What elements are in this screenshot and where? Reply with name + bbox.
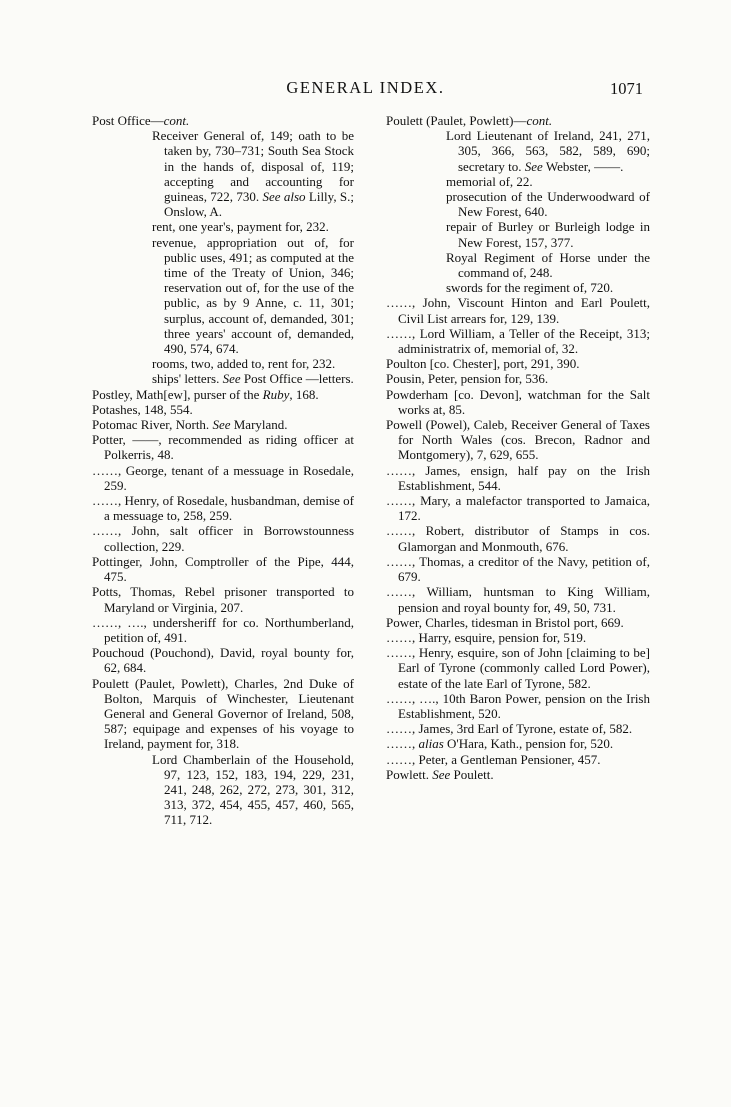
- index-entry: Powlett. See Poulett.: [386, 766, 494, 782]
- index-entry: Powderham [co. Devon], watchman for the Salt works at, 85.: [386, 386, 650, 417]
- index-entry: ……, James, 3rd Earl of Tyrone, estate of, 582.: [386, 721, 633, 737]
- index-entry: ……, Henry, esquire, son of John [claiming to be] Earl of Tyrone (commonly called Lord Power), estate of the late Earl of Tyrone, 582.: [386, 645, 650, 691]
- index-entry: Potomac River, North. See Maryland.: [92, 417, 288, 433]
- index-entry: Post Office—cont.: [92, 113, 190, 128]
- index-entry: ……, Lord William, a Teller of the Receipt, 313; administratrix of, memorial of, 32.: [386, 325, 650, 357]
- index-entry: ……, Thomas, a creditor of the Navy, petition of, 679.: [386, 553, 650, 585]
- index-subentry: Receiver General of, 149; oath to be taken by, 730–731; South Sea Stock in the hands of, disposal of, 119; accepting and accounting for guineas, 722, 730. See also Lilly, S.; Onslow, A.: [152, 128, 354, 220]
- page-number: 1071: [610, 79, 643, 98]
- index-entry: ……, …., undersheriff for co. Northumberland, petition of, 491.: [92, 614, 354, 645]
- index-subentry: ships' letters. See Post Office —letters.: [152, 371, 354, 387]
- index-entry: Poulton [co. Chester], port, 291, 390.: [386, 356, 580, 372]
- index-entry: Postley, Math[ew], purser of the Ruby, 168.: [92, 386, 319, 402]
- index-subentry: rooms, two, added to, rent for, 232.: [152, 356, 336, 372]
- index-entry: Poulett (Paulet, Powlett)—cont.: [386, 113, 553, 128]
- index-entry: Potts, Thomas, Rebel prisoner transported to Maryland or Virginia, 207.: [92, 584, 354, 615]
- index-entry: Pottinger, John, Comptroller of the Pipe, 444, 475.: [92, 553, 354, 585]
- index-subentry: swords for the regiment of, 720.: [446, 280, 614, 296]
- index-entry: ……, Robert, distributor of Stamps in cos. Glamorgan and Monmouth, 676.: [386, 523, 650, 554]
- index-entry: ……, William, huntsman to King William, pension and royal bounty for, 49, 50, 731.: [386, 584, 650, 615]
- index-entry: ……, John, Viscount Hinton and Earl Poulett, Civil List arrears for, 129, 139.: [386, 295, 650, 326]
- index-entry: Pousin, Peter, pension for, 536.: [386, 371, 549, 387]
- index-entry: ……, alias O'Hara, Kath., pension for, 520.: [386, 736, 614, 752]
- index-subentry: Royal Regiment of Horse under the command of, 248.: [446, 249, 650, 281]
- page-header: [0, 78, 731, 108]
- index-column-left: [92, 113, 354, 828]
- index-entry: ……, Peter, a Gentleman Pensioner, 457.: [386, 751, 601, 767]
- index-entry: Powell (Powel), Caleb, Receiver General of Taxes for North Wales (cos. Brecon, Radnor and Montgomery), 7, 629, 655.: [386, 417, 650, 463]
- index-subentry: repair of Burley or Burleigh lodge in New Forest, 157, 377.: [446, 219, 650, 250]
- index-subentry: prosecution of the Underwoodward of New Forest, 640.: [446, 189, 650, 220]
- index-entry: ……, James, ensign, half pay on the Irish Establishment, 544.: [386, 462, 650, 493]
- index-subentry: Lord Lieutenant of Ireland, 241, 271, 305, 366, 563, 582, 589, 690; secretary to. See Webster, ——.: [446, 128, 650, 174]
- index-entry: ……, George, tenant of a messuage in Rosedale, 259.: [92, 462, 354, 493]
- index-entry: Potter, ——, recommended as riding officer at Polkerris, 48.: [92, 432, 354, 463]
- index-subentry: memorial of, 22.: [446, 173, 533, 189]
- index-entry: ……, John, salt officer in Borrowstounness collection, 229.: [92, 523, 354, 554]
- index-entry: Poulett (Paulet, Powlett), Charles, 2nd Duke of Bolton, Marquis of Winchester, Lieutenant General and General Governor of Ireland, 508, 587; equipage and expenses of his voyage to Ireland, payment for, 318.: [92, 675, 354, 752]
- index-subentry: revenue, appropriation out of, for public uses, 491; as computed at the time of the Treaty of Union, 346; reservation out of, for the use of the public, as by 9 Anne, c. 11, 301; surplus, account of, demanded, 301; three years' account of, demanded, 490, 574, 674.: [152, 234, 354, 357]
- running-title: GENERAL INDEX.: [286, 78, 445, 97]
- index-entry: ……, Harry, esquire, pension for, 519.: [386, 629, 587, 645]
- index-entry: ……, …., 10th Baron Power, pension on the Irish Establishment, 520.: [386, 690, 650, 721]
- index-entry: Power, Charles, tidesman in Bristol port, 669.: [386, 614, 624, 630]
- index-entry: Pouchoud (Pouchond), David, royal bounty for, 62, 684.: [92, 645, 354, 676]
- index-entry: ……, Henry, of Rosedale, husbandman, demise of a messuage to, 258, 259.: [92, 493, 354, 524]
- index-subentry: Lord Chamberlain of the Household, 97, 123, 152, 183, 194, 229, 231, 241, 248, 262, 272, 273, 301, 312, 313, 372, 454, 455, 457, 460, 565, 711, 712.: [152, 751, 354, 828]
- index-entry: Potashes, 148, 554.: [92, 401, 193, 417]
- index-subentry: rent, one year's, payment for, 232.: [152, 219, 329, 235]
- index-column-right: [386, 113, 650, 782]
- index-entry: ……, Mary, a malefactor transported to Jamaica, 172.: [386, 493, 650, 524]
